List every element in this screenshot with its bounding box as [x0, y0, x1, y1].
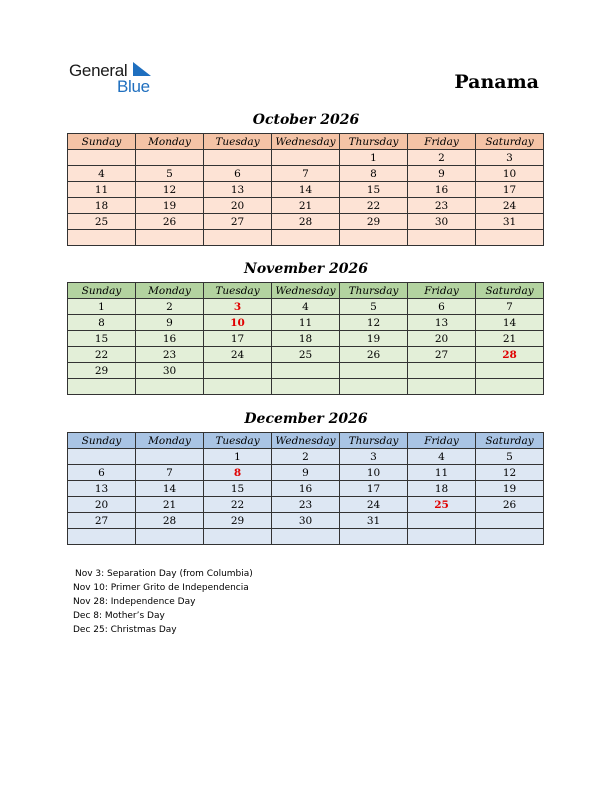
- day-cell: 13: [68, 481, 136, 497]
- weekday-header-sunday: Sunday: [68, 283, 136, 299]
- holiday-day-cell: 25: [408, 497, 476, 513]
- week-row: [68, 150, 544, 166]
- logo-triangle-icon: [133, 62, 153, 78]
- day-cell: 8: [68, 315, 136, 331]
- day-cell: 17: [476, 182, 544, 198]
- empty-day-cell: [476, 513, 544, 529]
- weekday-header-friday: Friday: [408, 134, 476, 150]
- empty-day-cell: [476, 230, 544, 246]
- week-row: [68, 331, 544, 347]
- day-cell: 14: [272, 182, 340, 198]
- weekday-header-monday: Monday: [136, 283, 204, 299]
- holiday-day-cell: 28: [476, 347, 544, 363]
- holiday-day-cell: 10: [204, 315, 272, 331]
- day-cell: 23: [272, 497, 340, 513]
- day-cell: 5: [476, 449, 544, 465]
- empty-day-cell: [476, 363, 544, 379]
- day-cell: 23: [136, 347, 204, 363]
- day-cell: 25: [272, 347, 340, 363]
- logo-blue-text: Blue: [117, 77, 150, 96]
- day-cell: 26: [476, 497, 544, 513]
- holiday-note: Nov 3: Separation Day (from Columbia): [75, 569, 253, 579]
- day-cell: 30: [272, 513, 340, 529]
- month-title-december: December 2026: [244, 411, 368, 427]
- empty-day-cell: [340, 363, 408, 379]
- day-cell: 19: [476, 481, 544, 497]
- day-cell: 30: [408, 214, 476, 230]
- day-cell: 29: [204, 513, 272, 529]
- day-cell: 1: [68, 299, 136, 315]
- empty-day-cell: [136, 379, 204, 395]
- day-cell: 19: [340, 331, 408, 347]
- day-cell: 3: [476, 150, 544, 166]
- day-cell: 16: [136, 331, 204, 347]
- empty-day-cell: [340, 379, 408, 395]
- empty-day-cell: [68, 379, 136, 395]
- day-cell: 21: [476, 331, 544, 347]
- weekday-header-row: [68, 283, 544, 299]
- logo: [69, 61, 169, 97]
- holiday-day-cell: 3: [204, 299, 272, 315]
- empty-day-cell: [68, 449, 136, 465]
- holiday-day-cell: 8: [204, 465, 272, 481]
- week-row: [68, 182, 544, 198]
- day-cell: 12: [476, 465, 544, 481]
- week-row: [68, 315, 544, 331]
- day-cell: 9: [272, 465, 340, 481]
- day-cell: 6: [408, 299, 476, 315]
- empty-day-cell: [272, 529, 340, 545]
- day-cell: 7: [272, 166, 340, 182]
- weekday-header-row: [68, 134, 544, 150]
- day-cell: 2: [136, 299, 204, 315]
- day-cell: 18: [408, 481, 476, 497]
- empty-day-cell: [408, 363, 476, 379]
- day-cell: 5: [340, 299, 408, 315]
- week-row: [68, 166, 544, 182]
- week-row: [68, 465, 544, 481]
- day-cell: 10: [476, 166, 544, 182]
- day-cell: 23: [408, 198, 476, 214]
- day-cell: 12: [136, 182, 204, 198]
- day-cell: 24: [476, 198, 544, 214]
- country-title: Panama: [454, 71, 539, 93]
- empty-day-cell: [204, 529, 272, 545]
- day-cell: 30: [136, 363, 204, 379]
- day-cell: 18: [272, 331, 340, 347]
- empty-day-cell: [136, 230, 204, 246]
- week-row: [68, 513, 544, 529]
- empty-day-cell: [476, 529, 544, 545]
- day-cell: 28: [272, 214, 340, 230]
- week-row: [68, 198, 544, 214]
- empty-day-cell: [340, 529, 408, 545]
- day-cell: 6: [204, 166, 272, 182]
- day-cell: 7: [136, 465, 204, 481]
- day-cell: 26: [340, 347, 408, 363]
- day-cell: 18: [68, 198, 136, 214]
- day-cell: 4: [68, 166, 136, 182]
- empty-day-cell: [204, 230, 272, 246]
- empty-day-cell: [204, 150, 272, 166]
- day-cell: 14: [136, 481, 204, 497]
- day-cell: 16: [408, 182, 476, 198]
- day-cell: 31: [476, 214, 544, 230]
- day-cell: 19: [136, 198, 204, 214]
- month-title-october: October 2026: [252, 112, 360, 128]
- week-row: [68, 347, 544, 363]
- holiday-note: Nov 10: Primer Grito de Independencia: [73, 583, 249, 593]
- holiday-note: Dec 25: Christmas Day: [73, 625, 177, 635]
- day-cell: 7: [476, 299, 544, 315]
- day-cell: 5: [136, 166, 204, 182]
- weekday-header-tuesday: Tuesday: [204, 433, 272, 449]
- weekday-header-saturday: Saturday: [476, 433, 544, 449]
- weekday-header-sunday: Sunday: [68, 433, 136, 449]
- day-cell: 2: [272, 449, 340, 465]
- day-cell: 17: [340, 481, 408, 497]
- day-cell: 22: [204, 497, 272, 513]
- week-row: [68, 529, 544, 545]
- empty-day-cell: [204, 379, 272, 395]
- calendar-october: [67, 133, 544, 246]
- empty-day-cell: [476, 379, 544, 395]
- weekday-header-thursday: Thursday: [340, 433, 408, 449]
- day-cell: 22: [340, 198, 408, 214]
- empty-day-cell: [408, 529, 476, 545]
- day-cell: 16: [272, 481, 340, 497]
- day-cell: 3: [340, 449, 408, 465]
- holiday-notes: [73, 567, 253, 637]
- weekday-header-row: [68, 433, 544, 449]
- day-cell: 22: [68, 347, 136, 363]
- weekday-header-thursday: Thursday: [340, 283, 408, 299]
- day-cell: 11: [408, 465, 476, 481]
- week-row: [68, 497, 544, 513]
- day-cell: 15: [204, 481, 272, 497]
- weekday-header-wednesday: Wednesday: [272, 283, 340, 299]
- day-cell: 8: [340, 166, 408, 182]
- week-row: [68, 299, 544, 315]
- day-cell: 31: [340, 513, 408, 529]
- day-cell: 15: [340, 182, 408, 198]
- day-cell: 12: [340, 315, 408, 331]
- day-cell: 20: [204, 198, 272, 214]
- day-cell: 14: [476, 315, 544, 331]
- day-cell: 24: [204, 347, 272, 363]
- day-cell: 9: [136, 315, 204, 331]
- empty-day-cell: [68, 150, 136, 166]
- month-title-november: November 2026: [244, 261, 368, 277]
- calendar-november: [67, 282, 544, 395]
- day-cell: 29: [68, 363, 136, 379]
- day-cell: 6: [68, 465, 136, 481]
- day-cell: 27: [68, 513, 136, 529]
- day-cell: 4: [272, 299, 340, 315]
- empty-day-cell: [136, 150, 204, 166]
- empty-day-cell: [408, 230, 476, 246]
- logo-general-text: General: [69, 61, 128, 80]
- day-cell: 2: [408, 150, 476, 166]
- weekday-header-wednesday: Wednesday: [272, 134, 340, 150]
- day-cell: 11: [68, 182, 136, 198]
- day-cell: 9: [408, 166, 476, 182]
- weekday-header-tuesday: Tuesday: [204, 134, 272, 150]
- day-cell: 13: [408, 315, 476, 331]
- empty-day-cell: [408, 513, 476, 529]
- day-cell: 27: [204, 214, 272, 230]
- week-row: [68, 449, 544, 465]
- day-cell: 28: [136, 513, 204, 529]
- day-cell: 20: [408, 331, 476, 347]
- day-cell: 24: [340, 497, 408, 513]
- day-cell: 11: [272, 315, 340, 331]
- day-cell: 26: [136, 214, 204, 230]
- empty-day-cell: [136, 449, 204, 465]
- weekday-header-monday: Monday: [136, 134, 204, 150]
- empty-day-cell: [136, 529, 204, 545]
- empty-day-cell: [204, 363, 272, 379]
- empty-day-cell: [272, 379, 340, 395]
- week-row: [68, 214, 544, 230]
- weekday-header-saturday: Saturday: [476, 283, 544, 299]
- weekday-header-saturday: Saturday: [476, 134, 544, 150]
- calendar-december: [67, 432, 544, 545]
- day-cell: 29: [340, 214, 408, 230]
- weekday-header-friday: Friday: [408, 283, 476, 299]
- day-cell: 13: [204, 182, 272, 198]
- weekday-header-tuesday: Tuesday: [204, 283, 272, 299]
- week-row: [68, 379, 544, 395]
- day-cell: 17: [204, 331, 272, 347]
- week-row: [68, 481, 544, 497]
- day-cell: 27: [408, 347, 476, 363]
- empty-day-cell: [272, 363, 340, 379]
- weekday-header-thursday: Thursday: [340, 134, 408, 150]
- day-cell: 21: [272, 198, 340, 214]
- empty-day-cell: [68, 230, 136, 246]
- empty-day-cell: [408, 379, 476, 395]
- weekday-header-wednesday: Wednesday: [272, 433, 340, 449]
- empty-day-cell: [340, 230, 408, 246]
- weekday-header-monday: Monday: [136, 433, 204, 449]
- day-cell: 1: [204, 449, 272, 465]
- weekday-header-sunday: Sunday: [68, 134, 136, 150]
- day-cell: 4: [408, 449, 476, 465]
- holiday-note: Dec 8: Mother’s Day: [73, 611, 165, 621]
- empty-day-cell: [272, 150, 340, 166]
- day-cell: 25: [68, 214, 136, 230]
- day-cell: 10: [340, 465, 408, 481]
- empty-day-cell: [272, 230, 340, 246]
- day-cell: 1: [340, 150, 408, 166]
- weekday-header-friday: Friday: [408, 433, 476, 449]
- week-row: [68, 230, 544, 246]
- day-cell: 20: [68, 497, 136, 513]
- week-row: [68, 363, 544, 379]
- empty-day-cell: [68, 529, 136, 545]
- day-cell: 21: [136, 497, 204, 513]
- day-cell: 15: [68, 331, 136, 347]
- holiday-note: Nov 28: Independence Day: [73, 597, 196, 607]
